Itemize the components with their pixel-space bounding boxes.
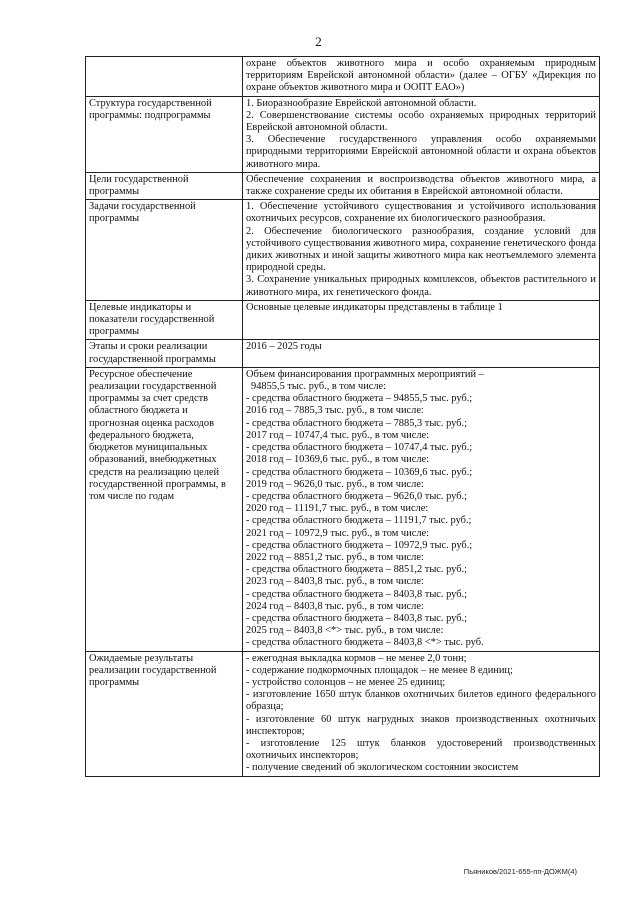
list-item: 3. Обеспечение государственного управления особо охраняемыми природными территориями Еврейской автономной области и охрана объектов животного мира. (246, 134, 596, 170)
row-label: Ожидаемые результаты реализации государственной программы (86, 651, 243, 776)
list-item: 3. Сохранение уникальных природных комплексов, объектов растительного и животного мира, их генетического фонда. (246, 274, 596, 298)
list-item: 1. Биоразнообразие Еврейской автономной области. (246, 97, 477, 109)
list-item: 2019 год – 9626,0 тыс. руб., в том числе: (246, 478, 424, 490)
list-item: - изготовление 60 штук нагрудных знаков производственных охотничьих инспекторов; (246, 713, 596, 737)
row-content (243, 367, 600, 651)
list-item: - средства областного бюджета – 7885,3 тыс. руб.; (246, 417, 468, 429)
table-row (86, 172, 600, 199)
row-label: Этапы и сроки реализации государственной программы (86, 340, 243, 367)
row-label: Ресурсное обеспечение реализации государственной программы за счет средств областного бюджета и прогнозная оценка расходов федерального бюджета, бюджетов муниципальных образований, внебюджетных средств на реализацию целей государственной программы, в том числе по годам (86, 367, 243, 651)
list-item: - средства областного бюджета – 10369,6 тыс. руб.; (246, 466, 473, 478)
list-item: - изготовление 1650 штук бланков охотничьих билетов единого федерального образца; (246, 689, 596, 713)
page-number: 2 (315, 34, 322, 49)
row-content (243, 96, 600, 172)
row-content: охране объектов животного мира и особо охраняемым природным территориям Еврейской автономной области» (далее – ОГБУ «Дирекция по охране объектов животного мира и ООПТ ЕАО») (243, 57, 600, 97)
list-item: 94855,5 тыс. руб., в том числе: (251, 381, 387, 393)
list-item: - средства областного бюджета – 8403,8 тыс. руб.; (246, 588, 468, 600)
row-content (243, 200, 600, 301)
list-item: - средства областного бюджета – 8403,8 тыс. руб.; (246, 612, 468, 624)
list-item: - средства областного бюджета – 10747,4 тыс. руб.; (246, 442, 473, 454)
list-item: Объем финансирования программных мероприятий – (246, 368, 484, 380)
list-item: - средства областного бюджета – 10972,9 тыс. руб.; (246, 539, 473, 551)
list-item: - получение сведений об экологическом состоянии экосистем (246, 762, 519, 774)
row-label: Целевые индикаторы и показатели государственной программы (86, 300, 243, 340)
table-row (86, 651, 600, 776)
row-content: Обеспечение сохранения и воспроизводства объектов животного мира, а также сохранение среды их обитания в Еврейской автономной области. (243, 172, 600, 199)
list-item: 2022 год – 8851,2 тыс. руб., в том числе: (246, 551, 424, 563)
list-item: 1. Обеспечение устойчивого существования и устойчивого использования охотничьих ресурсов, сохранение их биологического разнообразия. (246, 201, 596, 225)
list-item: 2018 год – 10369,6 тыс. руб., в том числе: (246, 454, 430, 466)
table-row (86, 300, 600, 340)
list-item: - средства областного бюджета – 8403,8 <*> тыс. руб. (246, 637, 484, 649)
list-item: 2016 год – 7885,3 тыс. руб., в том числе: (246, 405, 424, 417)
table-row (86, 367, 600, 651)
list-item: 2023 год – 8403,8 тыс. руб., в том числе: (246, 576, 424, 588)
list-item: - средства областного бюджета – 11191,7 тыс. руб.; (246, 515, 472, 527)
row-label: Структура государственной программы: подпрограммы (86, 96, 243, 172)
table-row (86, 57, 600, 97)
list-item: 2017 год – 10747,4 тыс. руб., в том числе: (246, 429, 430, 441)
table-row (86, 340, 600, 367)
table-row (86, 96, 600, 172)
row-label (86, 57, 243, 97)
list-item: - устройство солонцов – не менее 25 единиц; (246, 676, 446, 688)
row-content: Основные целевые индикаторы представлены в таблице 1 (243, 300, 600, 340)
document-footer-code: Пьяников/2021-655-пп-ДОЖМ(4) (463, 867, 577, 876)
list-item: 2021 год – 10972,9 тыс. руб., в том числе: (246, 527, 430, 539)
list-item: - средства областного бюджета – 94855,5 тыс. руб.; (246, 393, 473, 405)
list-item: - ежегодная выкладка кормов – не менее 2,0 тонн; (246, 652, 467, 664)
list-item: - содержание подкормочных площадок – не менее 8 единиц; (246, 664, 513, 676)
row-content (243, 651, 600, 776)
list-item: - изготовление 125 штук бланков удостоверений производственных охотничьих инспекторов; (246, 737, 596, 762)
row-content: 2016 – 2025 годы (243, 340, 600, 367)
list-item: 2025 год – 8403,8 <*> тыс. руб., в том числе: (246, 625, 444, 637)
program-passport-table (85, 56, 600, 777)
list-item: 2020 год – 11191,7 тыс. руб., в том числе: (246, 503, 429, 515)
list-item: - средства областного бюджета – 9626,0 тыс. руб.; (246, 490, 468, 502)
list-item: 2024 год – 8403,8 тыс. руб., в том числе: (246, 600, 424, 612)
list-item: 2. Совершенствование системы особо охраняемых природных территорий Еврейской автономной области. (246, 109, 596, 134)
list-item: - средства областного бюджета – 8851,2 тыс. руб.; (246, 564, 468, 576)
row-label: Цели государственной программы (86, 172, 243, 199)
list-item: 2. Обеспечение биологического разнообразия, создание условий для устойчивого существования животного мира, сохранение генетического фонда диких животных и иной защиты животного мира как неотъемлемого элемента природной среды. (246, 225, 596, 274)
row-label: Задачи государственной программы (86, 200, 243, 301)
table-row (86, 200, 600, 301)
